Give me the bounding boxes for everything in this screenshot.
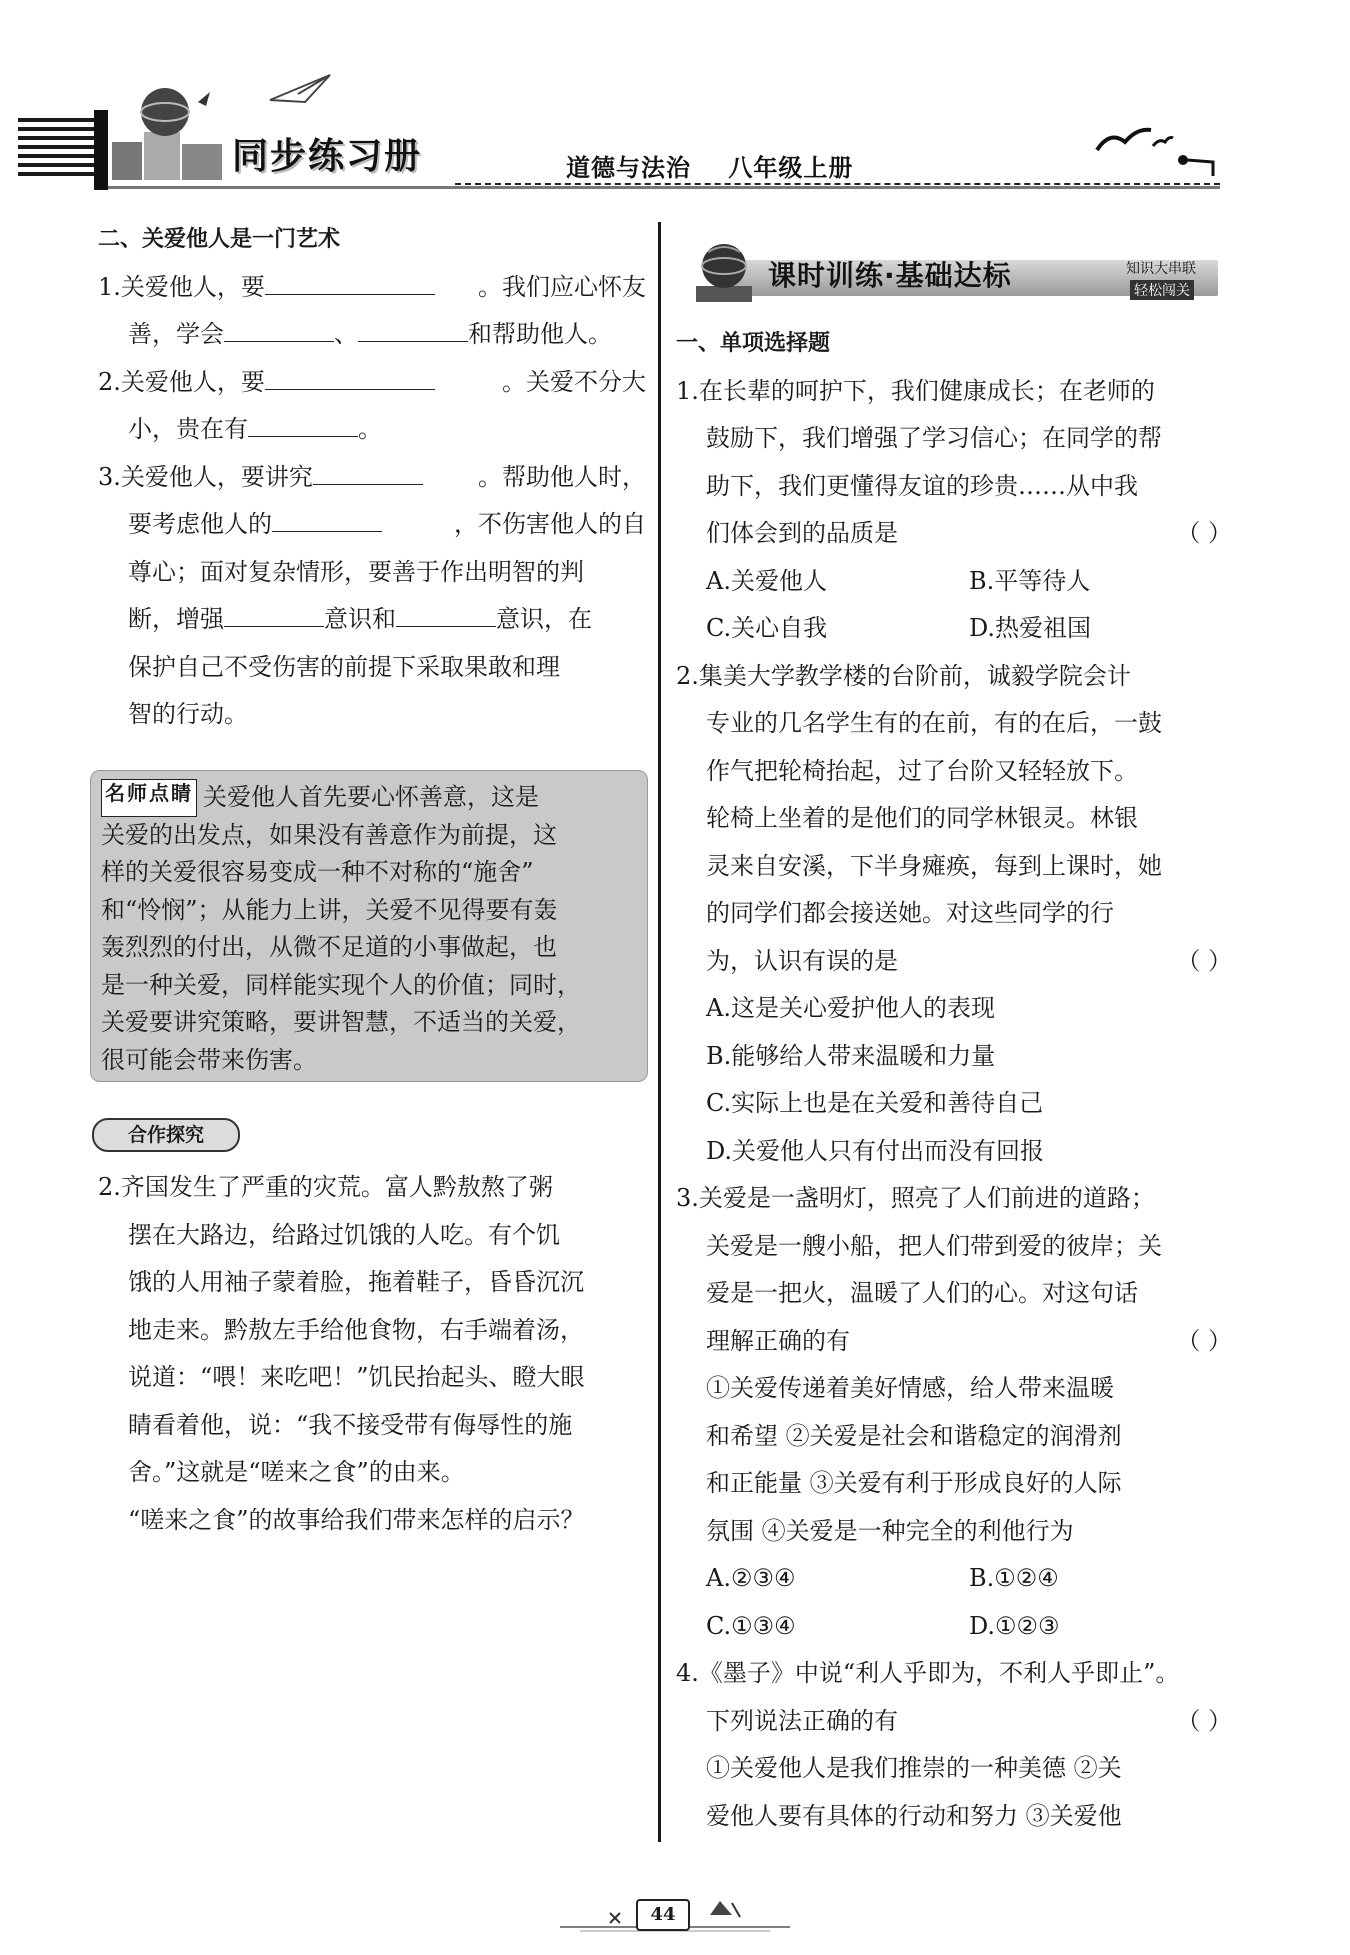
- option[interactable]: A.这是关心爱护他人的表现: [706, 994, 995, 1022]
- statement-line: 和希望 ②关爱是社会和谐稳定的润滑剂: [706, 1421, 1122, 1450]
- tip-line: [101, 779, 637, 817]
- birds-icon: [1095, 120, 1175, 160]
- answer-bracket[interactable]: （ ）: [1176, 1706, 1232, 1735]
- text-line: [98, 454, 646, 502]
- tip-line: 关爱的出发点，如果没有善意作为前提，这: [101, 820, 557, 849]
- option-row: [676, 1603, 1232, 1651]
- question-line: [676, 510, 1232, 558]
- section-title: 一、单项选择题: [676, 331, 831, 356]
- text-line: [98, 359, 646, 407]
- banner-tag: 轻松闯关: [1130, 280, 1194, 300]
- question-line: 的同学们都会接送她。对这些同学的行: [706, 899, 1114, 927]
- text-line: 地走来。黔敖左手给他食物，右手端着汤，: [128, 1315, 584, 1344]
- text: 。我们应心怀友: [478, 272, 646, 301]
- tip-text: [101, 779, 637, 1079]
- text-line: [98, 406, 646, 454]
- banner-subtitle: 知识大串联: [1126, 261, 1196, 277]
- question-line: [676, 1698, 1232, 1746]
- option[interactable]: B.①②④: [969, 1564, 1059, 1592]
- text-line: 尊心；面对复杂情形，要善于作出明智的判: [128, 557, 584, 586]
- text-line: 饿的人用袖子蒙着脸，拖着鞋子，昏昏沉沉: [128, 1268, 584, 1296]
- question-line: 爱是一把火，温暖了人们的心。对这句话: [706, 1279, 1138, 1307]
- text: 为，认识有误的是: [706, 946, 898, 975]
- text-line: 摆在大路边，给路过饥饿的人吃。有个饥: [128, 1220, 560, 1249]
- right-column: [676, 320, 1232, 1840]
- header-rule: [108, 186, 1220, 189]
- paper-plane-icon: [260, 70, 340, 110]
- statement-line: ①关爱传递着美好情感，给人带来温暖: [706, 1374, 1114, 1402]
- fill-blank[interactable]: [396, 596, 496, 627]
- text: 和帮助他人。: [468, 320, 612, 348]
- option[interactable]: D.①②③: [969, 1611, 1060, 1640]
- text: 断，增强: [128, 605, 224, 633]
- text-line: 2.齐国发生了严重的灾荒。富人黔敖熬了粥: [98, 1173, 553, 1201]
- cooperation-badge: 合作探究: [92, 1118, 240, 1152]
- text: 下列说法正确的有: [706, 1706, 898, 1735]
- section-title: 二、关爱他人是一门艺术: [98, 227, 341, 252]
- option-row: [676, 605, 1232, 653]
- tip-line: 是一种关爱，同样能实现个人的价值；同时，: [101, 970, 581, 999]
- option[interactable]: B.能够给人带来温暖和力量: [706, 1041, 996, 1070]
- statement-line: 和正能量 ③关爱有利于形成良好的人际: [706, 1469, 1122, 1497]
- question-line: 4.《墨子》中说“利人乎即为，不利人乎即止”。: [676, 1659, 1180, 1687]
- answer-bracket[interactable]: （ ）: [1176, 1326, 1232, 1355]
- page-number: 44: [636, 1899, 690, 1931]
- option[interactable]: C.实际上也是在关爱和善待自己: [706, 1089, 1044, 1117]
- pen-icon: [1175, 150, 1215, 180]
- text-line: [98, 501, 646, 549]
- text: 1.关爱他人，要: [98, 272, 265, 301]
- option[interactable]: C.①③④: [706, 1611, 796, 1640]
- fill-blank[interactable]: [358, 311, 468, 342]
- option[interactable]: D.关爱他人只有付出而没有回报: [706, 1136, 1045, 1165]
- tip-line: 轰烈烈的付出，从微不足道的小事做起，也: [101, 933, 557, 961]
- header-dashed-rule: [455, 183, 1220, 185]
- tip-label: 名师点睛: [101, 779, 197, 817]
- header-bar: [94, 110, 108, 190]
- question-line: 灵来自安溪，下半身瘫痪，每到上课时，她: [706, 851, 1162, 880]
- option-row: [676, 558, 1232, 606]
- text: 善，学会: [128, 320, 224, 348]
- text: 意识，在: [496, 605, 592, 633]
- text: 小，贵在有: [128, 415, 248, 443]
- statement-line: 爱他人要有具体的行动和努力 ③关爱他: [706, 1801, 1122, 1830]
- answer-bracket[interactable]: （ ）: [1176, 946, 1232, 975]
- banner-title: 课时训练·基础达标: [768, 259, 1012, 292]
- tip-line: 样的关爱很容易变成一种不对称的“施舍”: [101, 858, 534, 886]
- book-subtitle: 道德与法治 八年级上册: [566, 154, 854, 182]
- column-divider: [658, 222, 661, 1842]
- text-line: [98, 264, 646, 312]
- question-line: [676, 1318, 1232, 1366]
- text-line: [98, 596, 646, 644]
- option[interactable]: B.平等待人: [969, 566, 1091, 595]
- option[interactable]: D.热爱祖国: [969, 614, 1092, 642]
- globe-icon: [688, 238, 758, 306]
- question-line: 2.集美大学教学楼的台阶前，诚毅学院会计: [676, 661, 1131, 690]
- question-line: 3.关爱是一盏明灯，照亮了人们前进的道路；: [676, 1184, 1155, 1212]
- statement-line: 氛围 ④关爱是一种完全的利他行为: [706, 1516, 1074, 1545]
- page-footer: [560, 1893, 790, 1938]
- option[interactable]: A.关爱他人: [706, 566, 827, 595]
- text: 、: [334, 320, 358, 348]
- text: 意识和: [324, 605, 396, 633]
- text: ，不伤害他人的自: [454, 510, 646, 538]
- fill-blank[interactable]: [265, 359, 435, 390]
- question-line: 轮椅上坐着的是他们的同学林银灵。林银: [706, 804, 1138, 832]
- text-line: 智的行动。: [128, 700, 248, 728]
- text: 关爱他人首先要心怀善意，这是: [203, 783, 539, 811]
- question-line: [676, 938, 1232, 986]
- teacher-tip-box: [90, 770, 648, 1082]
- option[interactable]: A.②③④: [706, 1564, 796, 1592]
- fill-blank[interactable]: [224, 311, 334, 342]
- question-line: 助下，我们更懂得友谊的珍贵……从中我: [706, 471, 1138, 500]
- tip-line: 很可能会带来伤害。: [101, 1045, 317, 1074]
- text-line: 睛看着他，说：“我不接受带有侮辱性的施: [128, 1410, 573, 1439]
- text-line: “嗟来之食”的故事给我们带来怎样的启示？: [128, 1505, 585, 1534]
- fill-blank[interactable]: [313, 454, 423, 485]
- question-line: 1.在长辈的呵护下，我们健康成长；在老师的: [676, 376, 1155, 405]
- question-line: 鼓励下，我们增强了学习信心；在同学的帮: [706, 424, 1162, 452]
- answer-bracket[interactable]: （ ）: [1176, 519, 1232, 547]
- text: 。帮助他人时，: [478, 462, 646, 491]
- left-column: [98, 216, 646, 739]
- option-row: [676, 1555, 1232, 1603]
- statement-line: ①关爱他人是我们推崇的一种美德 ②关: [706, 1754, 1122, 1782]
- fill-blank[interactable]: [248, 406, 358, 437]
- globe-logo-icon: [110, 82, 230, 182]
- question-line: 关爱是一艘小船，把人们带到爱的彼岸；关: [706, 1231, 1162, 1260]
- text: 要考虑他人的: [128, 510, 272, 538]
- book-title: 同步练习册: [232, 136, 423, 177]
- text-line: [98, 311, 646, 359]
- tip-line: 关爱要讲究策略，要讲智慧，不适当的关爱，: [101, 1008, 581, 1036]
- fill-blank[interactable]: [272, 501, 382, 532]
- text: 3.关爱他人，要讲究: [98, 462, 313, 491]
- text-line: 保护自己不受伤害的前提下采取果敢和理: [128, 652, 560, 681]
- header-stripes: [18, 118, 94, 181]
- page-header: [0, 0, 1350, 200]
- text-line: 舍。”这就是“嗟来之食”的由来。: [128, 1458, 465, 1486]
- question-line: 作气把轮椅抬起，过了台阶又轻轻放下。: [706, 756, 1138, 785]
- text: 理解正确的有: [706, 1326, 850, 1355]
- question-line: 专业的几名学生有的在前，有的在后，一鼓: [706, 709, 1162, 737]
- text: 们体会到的品质是: [706, 519, 898, 547]
- fill-blank[interactable]: [265, 264, 435, 295]
- fill-blank[interactable]: [224, 596, 324, 627]
- text: 。关爱不分大: [502, 367, 646, 396]
- cooperation-question: [98, 1164, 646, 1544]
- tip-line: 和“怜悯”；从能力上讲，关爱不见得要有轰: [101, 895, 558, 924]
- section-banner: [678, 238, 1218, 306]
- text: 2.关爱他人，要: [98, 367, 265, 396]
- option[interactable]: C.关心自我: [706, 614, 828, 642]
- text: 。: [358, 415, 382, 443]
- text-line: 说道：“喂！来吃吧！”饥民抬起头、瞪大眼: [128, 1363, 585, 1391]
